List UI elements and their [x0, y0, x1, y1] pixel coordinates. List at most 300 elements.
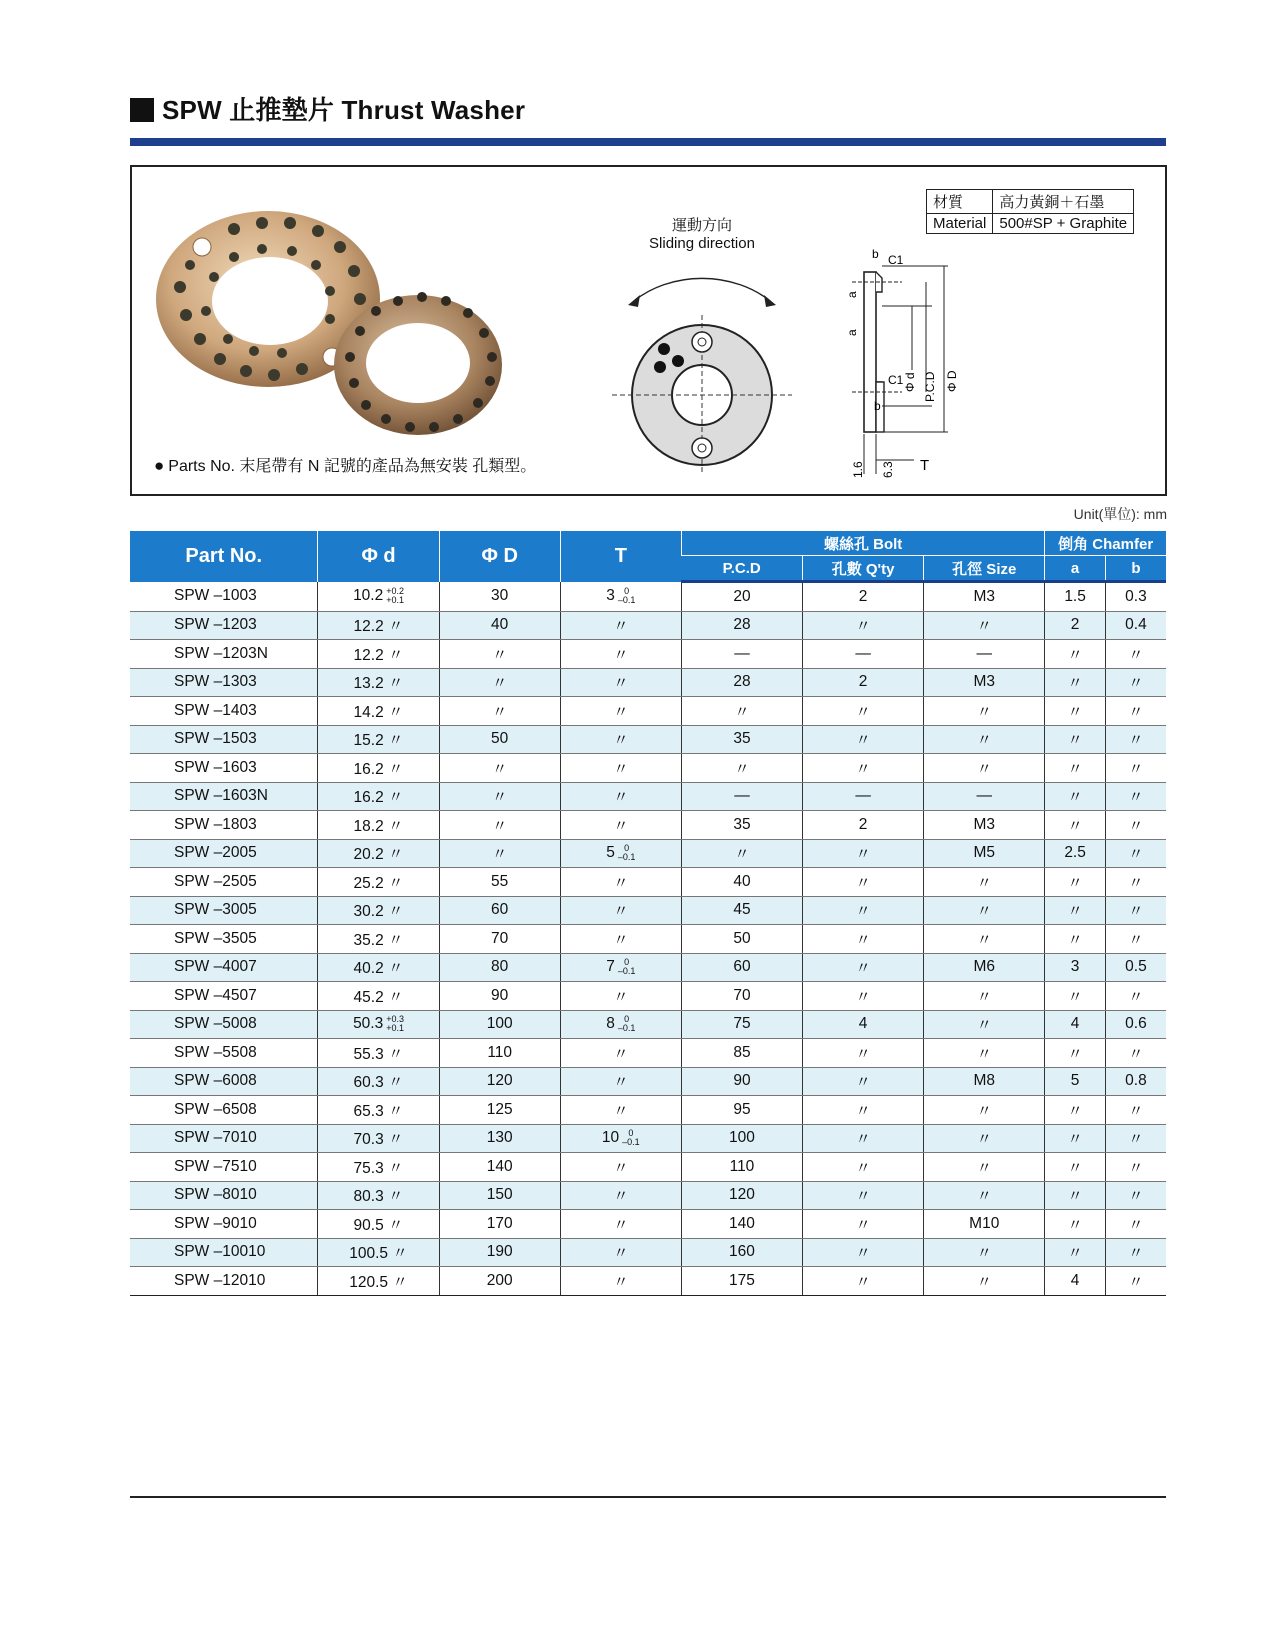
- cell-part-no: [130, 754, 318, 783]
- cell-phi-D: [439, 782, 560, 811]
- cell-t-value: 〃: [613, 988, 629, 1006]
- table-row: [130, 782, 1166, 811]
- cell-chamfer-b-value: 0.5: [1125, 958, 1147, 976]
- cell-chamfer-a-value: 2.5: [1064, 844, 1086, 862]
- cell-size-value: 〃: [976, 1245, 992, 1263]
- cell-part-no: [130, 811, 318, 840]
- cell-phi-D-value: 200: [486, 1271, 513, 1289]
- cell-phi-d-value: 12.2 〃: [353, 646, 404, 664]
- cell-phi-D-value: 80: [491, 958, 509, 976]
- cell-part-no: [130, 782, 318, 811]
- cell-pcd: [681, 725, 802, 754]
- cell-t-value: 8: [606, 1015, 615, 1033]
- cell-phi-D: [439, 754, 560, 783]
- cell-t-value: 〃: [613, 1245, 629, 1263]
- cell-qty-value: 〃: [855, 760, 871, 778]
- cell-t: [560, 1067, 681, 1096]
- page-title: [130, 90, 525, 127]
- cell-part-no-value: SPW –9010: [174, 1214, 257, 1232]
- cell-size-value: M8: [973, 1072, 996, 1090]
- cell-pcd: [681, 582, 802, 612]
- cell-t: [560, 1010, 681, 1039]
- cell-qty: [803, 839, 924, 868]
- cell-t-value: 10: [601, 1129, 620, 1147]
- cell-t-value: 〃: [613, 760, 629, 778]
- cell-t-value: 3: [606, 587, 615, 605]
- arrow-right-icon: [764, 295, 776, 307]
- cell-t: [560, 582, 681, 612]
- table-row: [130, 1124, 1166, 1153]
- cell-chamfer-b: [1105, 1039, 1166, 1068]
- cell-part-no-value: SPW –1303: [174, 673, 257, 691]
- cell-phi-d-value: 14.2 〃: [353, 703, 404, 721]
- cell-chamfer-a-value: 1.5: [1064, 587, 1086, 605]
- cell-size-value: 〃: [976, 760, 992, 778]
- cell-size: [924, 1096, 1045, 1125]
- cell-phi-d: [318, 782, 439, 811]
- cell-pcd-value: —: [734, 787, 750, 805]
- header-phi-d: Φ d: [318, 531, 439, 582]
- cell-phi-d-value: 65.3 〃: [353, 1102, 404, 1120]
- cell-phi-D-value: 〃: [491, 675, 508, 693]
- cell-part-no-value: SPW –1603: [174, 758, 257, 776]
- cell-qty-value: 〃: [855, 1131, 871, 1149]
- arrow-left-icon: [628, 295, 640, 307]
- cell-pcd: [681, 868, 802, 897]
- cell-size: [924, 1039, 1045, 1068]
- cell-phi-d-value: 80.3 〃: [353, 1188, 404, 1206]
- cell-t-value: 7: [606, 958, 615, 976]
- cell-chamfer-a-value: 〃: [1067, 903, 1083, 921]
- cell-phi-D-value: 90: [491, 986, 509, 1004]
- cell-phi-d-value: 100.5 〃: [349, 1245, 408, 1263]
- cell-t: [560, 868, 681, 897]
- cell-pcd-value: 120: [729, 1186, 755, 1204]
- cell-qty: [803, 754, 924, 783]
- cell-qty: [803, 1210, 924, 1239]
- cell-phi-D: [439, 725, 560, 754]
- table-row: [130, 611, 1166, 640]
- cell-chamfer-a: [1045, 582, 1106, 612]
- cell-phi-D-value: 〃: [491, 789, 508, 807]
- cell-chamfer-a: [1045, 697, 1106, 726]
- cell-part-no: [130, 868, 318, 897]
- cell-size: [924, 1210, 1045, 1239]
- cell-chamfer-b-value: 〃: [1128, 817, 1144, 835]
- cell-phi-d: [318, 1010, 439, 1039]
- cell-part-no-value: SPW –1003: [174, 587, 257, 604]
- cell-t: [560, 668, 681, 697]
- cell-t-value: 〃: [613, 646, 629, 664]
- cell-phi-D-value: 120: [486, 1072, 513, 1090]
- cell-part-no-value: SPW –2505: [174, 872, 257, 890]
- cell-chamfer-b-value: 〃: [1128, 789, 1144, 807]
- cell-chamfer-b-value: 〃: [1128, 646, 1144, 664]
- cell-t-value: 〃: [613, 1102, 629, 1120]
- cell-t: [560, 1181, 681, 1210]
- cell-part-no-value: SPW –1603N: [174, 787, 268, 805]
- cell-pcd-value: 28: [733, 616, 751, 634]
- cell-phi-D: [439, 582, 560, 612]
- cell-part-no-value: SPW –7010: [174, 1129, 257, 1147]
- cell-pcd-value: 85: [733, 1043, 751, 1061]
- cell-phi-d: [318, 725, 439, 754]
- cell-phi-D: [439, 1124, 560, 1153]
- table-row: [130, 1238, 1166, 1267]
- cell-t-value: 〃: [613, 1216, 629, 1234]
- cell-chamfer-b-value: 〃: [1128, 874, 1144, 892]
- cell-qty-value: 〃: [855, 903, 871, 921]
- cell-size: [924, 1153, 1045, 1182]
- cell-phi-D: [439, 611, 560, 640]
- cell-pcd-value: 35: [733, 730, 751, 748]
- cell-part-no: [130, 925, 318, 954]
- cell-chamfer-b: [1105, 1238, 1166, 1267]
- cell-phi-d-value: 20.2 〃: [353, 846, 404, 864]
- product-photo: [150, 207, 530, 447]
- cell-qty: [803, 611, 924, 640]
- cell-size: [924, 697, 1045, 726]
- cell-phi-D: [439, 982, 560, 1011]
- cell-phi-d: [318, 925, 439, 954]
- dim-b-side: b: [874, 399, 881, 413]
- cell-pcd: [681, 611, 802, 640]
- cell-chamfer-a-value: 〃: [1067, 703, 1083, 721]
- cell-t-value: 〃: [613, 931, 629, 949]
- cell-t: [560, 640, 681, 669]
- cell-chamfer-b: [1105, 811, 1166, 840]
- cell-qty-value: 〃: [855, 1245, 871, 1263]
- cell-pcd: [681, 925, 802, 954]
- cell-chamfer-b: [1105, 839, 1166, 868]
- cell-qty-value: 4: [858, 1015, 868, 1033]
- cell-t: [560, 811, 681, 840]
- cell-phi-d-value: 15.2 〃: [353, 732, 404, 750]
- table-row: [130, 754, 1166, 783]
- header-chamfer: 倒角 Chamfer: [1045, 531, 1166, 556]
- tolerance: [618, 587, 636, 605]
- cell-pcd: [681, 668, 802, 697]
- cell-pcd-value: 60: [733, 958, 751, 976]
- roughness-left: 1.6: [851, 461, 865, 478]
- tolerance-upper: 0: [628, 1128, 634, 1139]
- cell-size: [924, 754, 1045, 783]
- cell-t: [560, 896, 681, 925]
- cell-phi-D-value: 60: [491, 901, 509, 919]
- cell-phi-D: [439, 839, 560, 868]
- cell-pcd: [681, 1153, 802, 1182]
- cell-chamfer-a-value: 〃: [1067, 646, 1083, 664]
- cell-part-no: [130, 1039, 318, 1068]
- table-row: [130, 697, 1166, 726]
- cell-qty: [803, 925, 924, 954]
- cell-chamfer-b-value: 〃: [1128, 675, 1144, 693]
- table-row: [130, 1210, 1166, 1239]
- cell-pcd-value: —: [734, 644, 750, 662]
- cell-phi-d: [318, 1210, 439, 1239]
- header-pcd: P.C.D: [681, 556, 802, 582]
- tolerance-upper: 0: [624, 1014, 630, 1025]
- cell-qty: [803, 868, 924, 897]
- cell-phi-D: [439, 925, 560, 954]
- cell-chamfer-b-value: 〃: [1128, 1216, 1144, 1234]
- unit-label: Unit(單位): mm: [1073, 506, 1167, 522]
- cell-chamfer-a: [1045, 782, 1106, 811]
- roughness-right: 6.3: [881, 461, 895, 478]
- cell-chamfer-a: [1045, 611, 1106, 640]
- cell-part-no: [130, 1096, 318, 1125]
- cell-t: [560, 982, 681, 1011]
- cell-phi-D: [439, 896, 560, 925]
- cell-part-no: [130, 640, 318, 669]
- cell-chamfer-b-value: 0.8: [1125, 1072, 1147, 1090]
- dim-a-lower: a: [845, 329, 859, 336]
- section-view-diagram: [845, 242, 1002, 492]
- cell-phi-d: [318, 668, 439, 697]
- cell-qty-value: 〃: [855, 874, 871, 892]
- cell-chamfer-a: [1045, 1267, 1106, 1296]
- cell-phi-D-value: 70: [491, 929, 509, 947]
- cell-chamfer-a: [1045, 811, 1106, 840]
- cell-chamfer-b: [1105, 1153, 1166, 1182]
- cell-phi-d-value: 45.2 〃: [353, 988, 404, 1006]
- cell-qty: [803, 953, 924, 982]
- table-row: [130, 982, 1166, 1011]
- spec-table: [130, 531, 1166, 1296]
- cell-t-value: 〃: [613, 675, 629, 693]
- cell-pcd-value: 50: [733, 929, 751, 947]
- cell-chamfer-a: [1045, 1010, 1106, 1039]
- cell-chamfer-b-value: 〃: [1128, 1045, 1144, 1063]
- cell-size-value: 〃: [976, 903, 992, 921]
- cell-pcd-value: 〃: [734, 703, 750, 721]
- cell-qty-value: 〃: [855, 988, 871, 1006]
- material-table: [926, 189, 1134, 234]
- cell-size: [924, 896, 1045, 925]
- cell-chamfer-b: [1105, 982, 1166, 1011]
- cell-chamfer-b: [1105, 725, 1166, 754]
- cell-t: [560, 611, 681, 640]
- cell-size-value: 〃: [976, 988, 992, 1006]
- cell-pcd-value: 〃: [734, 760, 750, 778]
- cell-part-no-value: SPW –5008: [174, 1015, 257, 1033]
- cell-phi-D-value: 〃: [491, 817, 508, 835]
- table-row: [130, 1010, 1166, 1039]
- cell-phi-d: [318, 1238, 439, 1267]
- cell-part-no-value: SPW –8010: [174, 1186, 257, 1204]
- cell-qty-value: 〃: [855, 618, 871, 636]
- cell-chamfer-b: [1105, 1267, 1166, 1296]
- cell-size-value: 〃: [976, 1188, 992, 1206]
- table-row: [130, 896, 1166, 925]
- cell-pcd-value: 160: [729, 1243, 755, 1261]
- cell-pcd: [681, 697, 802, 726]
- cell-size: [924, 953, 1045, 982]
- cell-chamfer-a: [1045, 754, 1106, 783]
- cell-chamfer-a-value: 〃: [1067, 1131, 1083, 1149]
- cell-phi-d-value: 70.3 〃: [353, 1131, 404, 1149]
- cell-chamfer-a-value: 〃: [1067, 1159, 1083, 1177]
- cell-chamfer-a-value: 〃: [1067, 1102, 1083, 1120]
- tolerance-upper: 0: [624, 585, 630, 596]
- cell-chamfer-b-value: 〃: [1128, 1102, 1144, 1120]
- cell-qty: [803, 1181, 924, 1210]
- cell-phi-D-value: 55: [491, 872, 509, 890]
- tolerance-upper: 0: [624, 957, 630, 968]
- cell-chamfer-b: [1105, 1067, 1166, 1096]
- cell-chamfer-a: [1045, 1067, 1106, 1096]
- cell-phi-d-value: 12.2 〃: [353, 618, 404, 636]
- cell-qty: [803, 811, 924, 840]
- cell-chamfer-a: [1045, 1124, 1106, 1153]
- header-phi-D: Φ D: [439, 531, 560, 582]
- cell-qty: [803, 896, 924, 925]
- cell-chamfer-b-value: 〃: [1128, 1159, 1144, 1177]
- cell-part-no: [130, 839, 318, 868]
- cell-pcd: [681, 782, 802, 811]
- cell-size-value: M3: [973, 673, 996, 691]
- cell-size-value: 〃: [976, 874, 992, 892]
- cell-part-no: [130, 1181, 318, 1210]
- cell-phi-D-value: 150: [486, 1186, 513, 1204]
- cell-phi-D-value: 190: [486, 1243, 513, 1261]
- cell-pcd: [681, 982, 802, 1011]
- cell-size-value: 〃: [976, 1102, 992, 1120]
- cell-chamfer-a-value: 〃: [1067, 732, 1083, 750]
- cell-phi-D-value: 100: [486, 1015, 513, 1033]
- cell-part-no: [130, 1010, 318, 1039]
- cell-qty: [803, 582, 924, 612]
- cell-size: [924, 1238, 1045, 1267]
- dim-c1-side: C1: [888, 373, 904, 387]
- material-value-en: 500#SP + Graphite: [993, 214, 1134, 234]
- cell-qty-value: 2: [858, 815, 868, 833]
- cell-part-no-value: SPW –4507: [174, 986, 257, 1004]
- cell-chamfer-a-value: 〃: [1067, 1188, 1083, 1206]
- cell-chamfer-a-value: 〃: [1067, 1045, 1083, 1063]
- cell-qty: [803, 668, 924, 697]
- cell-size: [924, 611, 1045, 640]
- cell-t-value: 〃: [613, 732, 629, 750]
- cell-t: [560, 1124, 681, 1153]
- cell-qty: [803, 1010, 924, 1039]
- cell-phi-D-value: 110: [487, 1043, 513, 1061]
- cell-phi-D-value: 170: [486, 1214, 513, 1232]
- cell-chamfer-b: [1105, 953, 1166, 982]
- cell-phi-d: [318, 640, 439, 669]
- cell-part-no-value: SPW –3005: [174, 901, 257, 919]
- cell-chamfer-a-value: 3: [1070, 958, 1080, 976]
- cell-phi-D-value: 〃: [491, 760, 508, 778]
- cell-qty: [803, 640, 924, 669]
- dim-phi-d: Φ d: [903, 372, 917, 392]
- parts-note: [154, 453, 536, 476]
- cell-size-value: —: [976, 644, 992, 662]
- table-row: [130, 868, 1166, 897]
- table-row: [130, 1096, 1166, 1125]
- cell-qty: [803, 725, 924, 754]
- cell-part-no-value: SPW –5508: [174, 1043, 257, 1061]
- cell-size: [924, 1267, 1045, 1296]
- cell-qty-value: 〃: [855, 1102, 871, 1120]
- cell-qty-value: 2: [858, 587, 868, 605]
- cell-chamfer-b-value: 〃: [1128, 988, 1144, 1006]
- cell-qty: [803, 782, 924, 811]
- cell-t: [560, 925, 681, 954]
- cell-chamfer-b-value: 〃: [1128, 931, 1144, 949]
- cell-pcd-value: 28: [733, 673, 751, 691]
- dim-phi-D: Φ D: [945, 370, 959, 392]
- parts-note-text: Parts No. 末尾帶有 N 記號的產品為無安裝 孔類型。: [168, 458, 537, 475]
- cell-size: [924, 1124, 1045, 1153]
- cell-pcd-value: 75: [733, 1015, 751, 1033]
- cell-t-value: 〃: [613, 1045, 629, 1063]
- cell-size-value: 〃: [976, 1131, 992, 1149]
- cell-phi-D: [439, 1096, 560, 1125]
- cell-pcd-value: 20: [733, 587, 751, 605]
- header-size: 孔徑 Size: [924, 556, 1045, 582]
- header-a: a: [1045, 556, 1106, 582]
- cell-chamfer-b: [1105, 1010, 1166, 1039]
- cell-phi-d: [318, 896, 439, 925]
- cell-phi-d: [318, 1096, 439, 1125]
- cell-chamfer-b: [1105, 640, 1166, 669]
- cell-size: [924, 668, 1045, 697]
- cell-phi-D: [439, 1267, 560, 1296]
- cell-qty-value: 〃: [855, 1074, 871, 1092]
- sliding-direction-en: Sliding direction: [649, 235, 755, 252]
- cell-part-no: [130, 1153, 318, 1182]
- cell-pcd: [681, 1181, 802, 1210]
- cell-part-no-value: SPW –4007: [174, 958, 257, 976]
- cell-chamfer-b-value: 0.4: [1125, 616, 1147, 634]
- cell-pcd: [681, 1096, 802, 1125]
- cell-phi-d: [318, 1267, 439, 1296]
- tolerance-lower: –0.1: [617, 594, 636, 605]
- cell-chamfer-b-value: 〃: [1128, 732, 1144, 750]
- cell-size-value: 〃: [976, 1159, 992, 1177]
- cell-qty-value: 〃: [855, 931, 871, 949]
- title-underline-bar: [130, 138, 1166, 146]
- cell-chamfer-b: [1105, 754, 1166, 783]
- cell-chamfer-a: [1045, 1096, 1106, 1125]
- cell-qty-value: —: [855, 787, 871, 805]
- cell-part-no: [130, 896, 318, 925]
- cell-chamfer-a: [1045, 982, 1106, 1011]
- sliding-direction-zh: 運動方向: [671, 217, 732, 234]
- cell-part-no: [130, 1267, 318, 1296]
- cell-pcd: [681, 1010, 802, 1039]
- cell-phi-D: [439, 1210, 560, 1239]
- table-row: [130, 640, 1166, 669]
- cell-part-no: [130, 697, 318, 726]
- cell-chamfer-b: [1105, 582, 1166, 612]
- cell-size-value: M3: [973, 815, 996, 833]
- dim-a-upper: a: [845, 291, 859, 298]
- cell-part-no-value: SPW –1503: [174, 730, 257, 748]
- cell-t-value: 〃: [613, 1159, 629, 1177]
- tolerance-lower: +0.1: [386, 1023, 405, 1034]
- cell-size-value: 〃: [976, 931, 992, 949]
- cell-chamfer-b-value: 0.3: [1125, 587, 1147, 605]
- cell-pcd: [681, 811, 802, 840]
- cell-phi-d-value: 13.2 〃: [353, 675, 404, 693]
- cell-pcd: [681, 839, 802, 868]
- cell-qty: [803, 982, 924, 1011]
- footer-rule: [130, 1496, 1166, 1498]
- cell-phi-d-value: 60.3 〃: [353, 1074, 404, 1092]
- cell-chamfer-b: [1105, 611, 1166, 640]
